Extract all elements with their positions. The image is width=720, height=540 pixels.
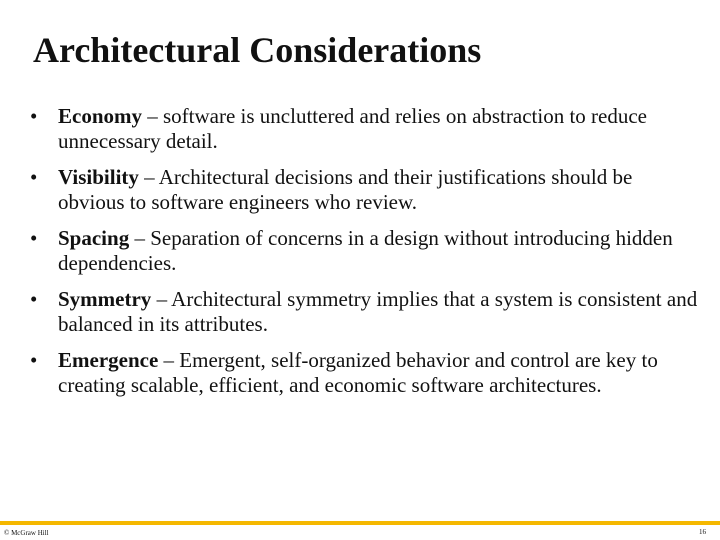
bullet-text: – software is uncluttered and relies on abstraction to reduce unnecessary detail. bbox=[58, 104, 647, 153]
bullet-term: Emergence bbox=[58, 348, 159, 372]
bullet-dot: • bbox=[30, 165, 38, 189]
bullet-dot: • bbox=[30, 104, 38, 128]
bullet-dot: • bbox=[30, 226, 38, 250]
slide-title: Architectural Considerations bbox=[33, 30, 482, 70]
bullet-dot: • bbox=[30, 348, 38, 372]
bullet-text: – Emergent, self-organized behavior and control are key to creating scalable, efficient, and economic software architectures. bbox=[58, 348, 658, 397]
bullet-item-emergence bbox=[30, 348, 700, 398]
bullet-term: Spacing bbox=[58, 226, 130, 250]
footer-bar bbox=[0, 521, 720, 525]
bullet-term: Economy bbox=[58, 104, 142, 128]
bullet-text: – Architectural symmetry implies that a system is consistent and balanced in its attributes. bbox=[58, 287, 698, 336]
bullet-term: Symmetry bbox=[58, 287, 152, 311]
bullet-term: Visibility bbox=[58, 165, 139, 189]
bullet-item-visibility bbox=[30, 165, 700, 215]
copyright-notice: © McGraw Hill bbox=[4, 529, 49, 537]
bullet-item-spacing bbox=[30, 226, 700, 276]
page-number: 16 bbox=[699, 528, 706, 536]
bullet-text: – Architectural decisions and their justifications should be obvious to software engineers who review. bbox=[58, 165, 633, 214]
bullet-dot: • bbox=[30, 287, 38, 311]
bullet-text: – Separation of concerns in a design without introducing hidden dependencies. bbox=[58, 226, 673, 275]
bullet-list bbox=[30, 104, 700, 409]
bullet-item-symmetry bbox=[30, 287, 700, 337]
bullet-item-economy bbox=[30, 104, 700, 154]
